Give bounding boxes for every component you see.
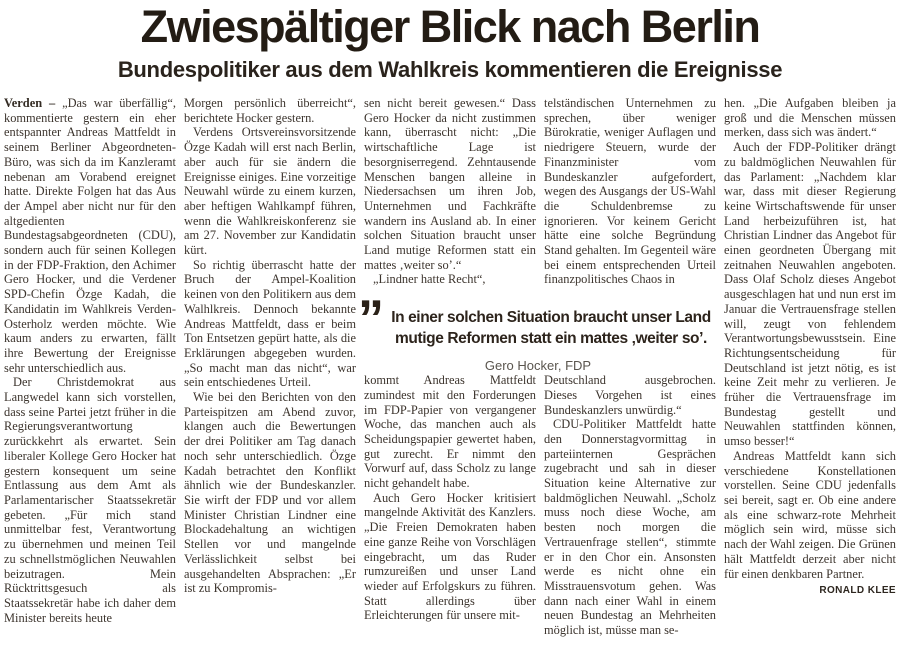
- pull-quote-line-1: In einer solchen Situation braucht unser Land: [391, 309, 711, 326]
- pull-quote-text: [358, 307, 718, 349]
- article-paragraph: sen nicht bereit gewesen.“ Dass Gero Hocker da nicht zustimmen kann, überrascht nicht: „Die wirtschaftliche Lage ist besorgniserregend. Zehntausende Menschen bangen alleine in Niedersachsen um ihren Job, Unternehmen und Fachkräfte wandern ins Ausland ab. In einer solchen Situation braucht unser Land mutige Reformen statt ein mattes ‚weiter so’.“: [364, 96, 536, 272]
- column-segment: [184, 96, 356, 596]
- article-paragraph: Wie bei den Berichten von den Parteispitzen am Abend zuvor, klangen auch die Bewertungen der drei Politiker am Tag danach noch sehr unterschiedlich. Özge Kadah betrachtet den Konflikt ähnlich wie der Bundeskanzler. Sie wirft der FDP und vor allem Minister Christian Lindner eine Blockadehaltung an wichtigen Stellen vor und mangelnde Verlässlichkeit selbst bei ausgehandelten Absprachen: „Er ist zu Kompromis-: [184, 390, 356, 596]
- article-paragraph: hen. „Die Aufgaben bleiben ja groß und die Menschen müssen merken, dass sich was ändert.“: [724, 96, 896, 140]
- article-column-2: [184, 96, 356, 671]
- article-paragraph: CDU-Politiker Mattfeldt hatte den Donnerstagvormittag in parteiinternen Gesprächen zugebracht und sah in dieser Situation keine Alternative zur baldmöglichen Neuwahl. „Scholz muss noch diese Woche, am besten noch morgen die Vertrauenfrage stellen“, stimmte er in den Chor ein. Ansonsten werde es nicht ohne ein Misstrauensvotum gehen. Was dann nach einer Wahl in einem neuen Bundestag an Mehrheiten möglich ist, müsse man se-: [544, 417, 716, 638]
- column-segment: [364, 96, 536, 287]
- article-column-3: [364, 96, 536, 671]
- author-byline: RONALD KLEE: [819, 585, 896, 597]
- article-column-5: [724, 96, 896, 671]
- article-body: [0, 96, 900, 671]
- quote-marks-icon: ”: [358, 290, 384, 348]
- article-paragraph: Auch Gero Hocker kritisiert mangelnde Aktivität des Kanzlers. „Die Freien Demokraten haben eine ganze Reihe von Vorschlägen eingebracht, um das Ruder rumzureißen und unser Land wieder auf Erfolgskurs zu führen. Statt allerdings über Erleichterungen für unsere mit-: [364, 490, 536, 623]
- article-paragraph: Andreas Mattfeldt kann sich verschiedene Konstellationen vorstellen. Seine CDU jedenfalls sei bereit, sagt er. Ob eine andere als eine schwarz-rote Mehrheit möglich sein wird, müsse sich nach der Wahl zeigen. Die Grünen hält Mattfeldt derzeit aber nicht für einen denkbaren Partner. RONALD KLEE: [724, 449, 896, 581]
- column-segment: [724, 96, 896, 597]
- article-paragraph: Der Christdemokrat aus Langwedel kann sich vorstellen, dass seine Partei jetzt früher in die Regierungsverantwortung zurückkehrt als erwartet. Sein liberaler Kollege Gero Hocker hat gestern konsequent um seine Entlassung aus dem Amt als Parlamentarischer Staatssekretär gebeten. „Für mich stand unmittelbar fest, Verantwortung zu übernehmen und meinen Teil zu schnellstmöglichen Neuwahlen beizutragen. Mein Rücktrittsgesuch als Staatssekretär habe ich daher dem Minister bereits heute: [4, 375, 176, 625]
- pull-quote: [358, 290, 718, 373]
- pull-quote-attribution: Gero Hocker, FDP: [484, 358, 592, 373]
- article-paragraph: So richtig überrascht hatte der Bruch der Ampel-Koalition keinen von den Politikern aus dem Walhlkreis. Dennoch bekannte Andreas Mattfeldt, dass er beim Ton Entsetzen gepürt hatte, als die Erklärungen abgegeben wurden. „So macht man das nicht“, war sein entschiedenes Urteil.: [184, 257, 356, 390]
- article-paragraph: Verdens Ortsvereinsvorsitzende Özge Kadah will erst nach Berlin, aber auch für sie ändern die Ereignisse einiges. Eine vorzeitige Neuwahl würde zu einem kurzen, aber heftigen Wahlkampf führen, wenn die Wahlkreiskonferenz sie am 27. November zur Kandidatin kürt.: [184, 125, 356, 258]
- pull-quote-line-2: mutige Reformen statt ein mattes ‚weiter so’.: [395, 330, 707, 347]
- article-column-4: [544, 96, 716, 671]
- column-segment: [4, 96, 176, 625]
- column-segment: [544, 96, 716, 287]
- article-paragraph: telständischen Unternehmen zu sprechen, über weniger Bürokratie, weniger Auflagen und niedrigere Steuern, wurde der Finanzminister vom Bundeskanzler aufgefordert, wegen des Ausgangs der US-Wahl die Schuldenbremse zu ignorieren. Vor keinem Gericht hätte eine solche Begründung Stand gehalten. Im Gegenteil wäre bei einem entsprechenden Urteil finanzpolitisches Chaos in: [544, 96, 716, 287]
- article-header: [0, 2, 900, 83]
- column-segment: [544, 373, 716, 638]
- column-segment: [364, 373, 536, 623]
- article-headline: Zwiespältiger Blick nach Berlin: [140, 1, 760, 52]
- article-paragraph: Morgen persönlich überreicht“, berichtete Hocker gestern.: [184, 96, 356, 125]
- article-paragraph: „Lindner hatte Recht“,: [373, 272, 486, 287]
- article-subheadline: Bundespolitiker aus dem Wahlkreis kommentieren die Ereignisse: [117, 57, 783, 82]
- article-paragraph: Auch der FDP-Politiker drängt zu baldmöglichen Neuwahlen für das Parlament: „Nachdem klar war, dass mit dieser Regierung keine Wirtschaftswende für unser Land herbeizuführen ist, hat Christian Lindner das Angebot für einen geordneten Übergang mit zeitnahen Neuwahlen angeboten. Dass Olaf Scholz dieses Angebot ausgeschlagen hat und nun erst im Januar die Vertrauensfrage stellen will, zeugt von fehlendem Verantwortungsbewusstsein. Eine Richtungsentscheidung für Deutschland ist jetzt nötig, es ist keine Zeit mehr zu verlieren. Je früher die Vertrauensfrage im Bundestag gestellt und Neuwahlen stattfinden können, umso besser!“: [724, 140, 896, 449]
- article-paragraph: Verden – „Das war überfällig“, kommentierte gestern ein eher entspannter Andreas Mattfeldt in seinem Berliner Abgeordneten-Büro, was sich da im Kanzleramt nebenan am Vorabend ereignet hatte. Direkte Folgen hat das Aus der Ampel aber nicht nur für den altgedienten Bundestagsabgeordneten (CDU), sondern auch für seinen Kollegen in der FDP-Fraktion, den Achimer Gero Hocker, und die Verdener SPD-Chefin Özge Kadah, die Kandidatin im Wahlkreis Verden-Osterholz werden möchte. Wie kaum anders zu erwarten, fällt ihre Bewertung der Ereignisse sehr unterschiedlich aus.: [4, 96, 176, 375]
- article-paragraph: Deutschland ausgebrochen. Dieses Vorgehen ist eines Bundeskanzlers unwürdig.“: [544, 373, 716, 417]
- dateline: Verden –: [4, 96, 63, 110]
- article-column-1: [4, 96, 176, 671]
- article-paragraph: kommt Andreas Mattfeldt zumindest mit den Forderungen im FDP-Papier von vergangener Woche, das manchen auch als Scheidungspapier gewertet haben, gut zurecht. Er nimmt den Vorwurf auf, dass Scholz zu lange nicht gehandelt habe.: [364, 373, 536, 491]
